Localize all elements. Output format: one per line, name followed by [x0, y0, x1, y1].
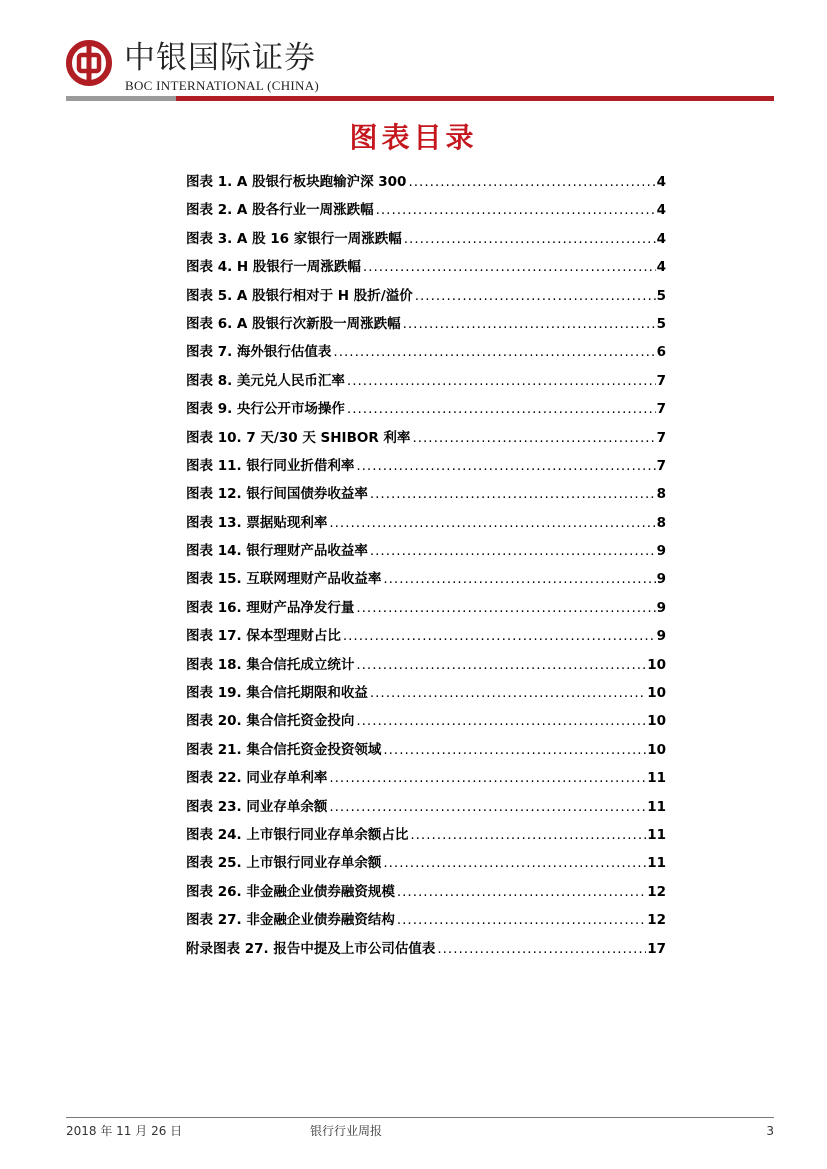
toc-leader-dots: [356, 651, 646, 679]
toc-leader-dots: [363, 253, 656, 281]
toc-entry-page: 6: [656, 344, 666, 361]
toc-entry-page: 11: [647, 798, 666, 815]
toc-entry[interactable]: [186, 793, 666, 821]
toc-entry-page: 9: [656, 599, 666, 616]
toc-entry[interactable]: [186, 622, 666, 650]
toc-entry-page: 5: [656, 287, 666, 304]
toc-entry[interactable]: [186, 679, 666, 707]
toc-entry-label: 图表 12. 银行间国债券收益率: [186, 486, 368, 503]
toc-leader-dots: [347, 367, 656, 395]
toc-entry[interactable]: [186, 282, 666, 310]
toc-leader-dots: [356, 594, 655, 622]
toc-entry-label: 图表 19. 集合信托期限和收益: [186, 685, 368, 702]
toc-entry[interactable]: [186, 736, 666, 764]
toc-entry-label: 图表 24. 上市银行同业存单余额占比: [186, 826, 409, 843]
toc-entry-label: 图表 9. 央行公开市场操作: [186, 401, 345, 418]
toc-leader-dots: [329, 793, 646, 821]
toc-entry[interactable]: [186, 452, 666, 480]
toc-entry-label: 图表 15. 互联网理财产品收益率: [186, 571, 382, 588]
toc-entry-label: 图表 20. 集合信托资金投向: [186, 713, 355, 730]
toc-entry-page: 12: [647, 883, 666, 900]
toc-leader-dots: [383, 849, 646, 877]
toc-leader-dots: [329, 509, 655, 537]
toc-entry-label: 图表 17. 保本型理财占比: [186, 628, 341, 645]
toc-entry[interactable]: [186, 565, 666, 593]
toc-entry-page: 9: [656, 628, 666, 645]
toc-entry-page: 4: [656, 230, 666, 247]
toc-entry-label: 图表 8. 美元兑人民币汇率: [186, 372, 345, 389]
toc-entry-page: 4: [656, 174, 666, 190]
toc-entry[interactable]: [186, 878, 666, 906]
toc-leader-dots: [329, 764, 646, 792]
toc-entry[interactable]: [186, 367, 666, 395]
toc-leader-dots: [410, 821, 646, 849]
toc-entry[interactable]: [186, 935, 666, 963]
toc-entry-label: 图表 2. A 股各行业一周涨跌幅: [186, 202, 374, 219]
toc-entry[interactable]: [186, 338, 666, 366]
toc-entry[interactable]: [186, 906, 666, 934]
toc-entry-page: 4: [656, 259, 666, 276]
toc-leader-dots: [397, 906, 646, 934]
toc-entry-label: 附录图表 27. 报告中提及上市公司估值表: [186, 940, 436, 957]
toc-entry-page: 4: [656, 202, 666, 219]
toc-leader-dots: [415, 282, 656, 310]
toc-entry-label: 图表 22. 同业存单利率: [186, 770, 328, 787]
toc-entry[interactable]: [186, 764, 666, 792]
toc-entry-label: 图表 11. 银行同业折借利率: [186, 457, 355, 474]
toc-leader-dots: [343, 622, 656, 650]
toc-entry-label: 图表 13. 票据贴现利率: [186, 514, 328, 531]
toc-entry-page: 5: [656, 315, 666, 332]
toc-leader-dots: [408, 168, 655, 196]
header-rule-gray: [66, 96, 176, 101]
header-rule-red: [176, 96, 774, 101]
toc-entry-page: 10: [647, 656, 666, 673]
toc-leader-dots: [383, 565, 655, 593]
toc-entry-label: 图表 7. 海外银行估值表: [186, 344, 332, 361]
toc-entry[interactable]: [186, 849, 666, 877]
toc-entry-page: 7: [656, 401, 666, 418]
footer-report-name: 银行行业周报: [310, 1124, 383, 1138]
toc-entry[interactable]: [186, 310, 666, 338]
toc-entry-label: 图表 4. H 股银行一周涨跌幅: [186, 259, 361, 276]
footer-page-number: 3: [766, 1124, 774, 1138]
brand-name-cn: 中银国际证券: [124, 40, 316, 76]
toc-entry-page: 10: [647, 685, 666, 702]
toc-entry-page: 11: [647, 826, 666, 843]
toc-entry-page: 17: [647, 940, 666, 957]
toc-entry-page: 10: [647, 741, 666, 758]
toc-entry[interactable]: [186, 225, 666, 253]
toc-leader-dots: [347, 395, 656, 423]
toc-entry[interactable]: [186, 395, 666, 423]
toc-entry-label: 图表 1. A 股银行板块跑输沪深 300: [186, 174, 407, 190]
toc-entry[interactable]: [186, 168, 666, 196]
toc-leader-dots: [370, 480, 656, 508]
toc-entry[interactable]: [186, 196, 666, 224]
page-header: [66, 38, 774, 102]
toc-entry-page: 9: [656, 543, 666, 560]
toc-entry-label: 图表 3. A 股 16 家银行一周涨跌幅: [186, 230, 402, 247]
toc-entry-page: 7: [656, 457, 666, 474]
toc-entry-page: 8: [656, 486, 666, 503]
toc-entry-page: 12: [647, 912, 666, 929]
toc-entry[interactable]: [186, 537, 666, 565]
toc-entry[interactable]: [186, 424, 666, 452]
toc-leader-dots: [370, 537, 656, 565]
toc-entry[interactable]: [186, 509, 666, 537]
toc-entry-label: 图表 14. 银行理财产品收益率: [186, 543, 368, 560]
toc-leader-dots: [356, 452, 655, 480]
toc-entry-page: 8: [656, 514, 666, 531]
toc-leader-dots: [404, 225, 656, 253]
toc-entry-page: 7: [656, 429, 666, 446]
toc-entry-label: 图表 26. 非金融企业债券融资规模: [186, 883, 395, 900]
footer-rule: [66, 1117, 774, 1118]
footer-date: 2018 年 11 月 26 日: [66, 1124, 183, 1138]
brand-name-en: BOC INTERNATIONAL (CHINA): [125, 78, 320, 93]
toc-entry-page: 7: [656, 372, 666, 389]
page-title: 图表目录: [349, 121, 478, 154]
toc-entry-label: 图表 5. A 股银行相对于 H 股折/溢价: [186, 287, 413, 304]
toc-leader-dots: [356, 707, 646, 735]
toc-entry-label: 图表 23. 同业存单余额: [186, 798, 328, 815]
toc-leader-dots: [403, 310, 656, 338]
toc-leader-dots: [437, 935, 646, 963]
toc-leader-dots: [383, 736, 646, 764]
toc-leader-dots: [397, 878, 646, 906]
toc-entry-label: 图表 25. 上市银行同业存单余额: [186, 855, 382, 872]
toc-entry[interactable]: [186, 594, 666, 622]
toc-entry-page: 11: [647, 770, 666, 787]
toc-entry-label: 图表 10. 7 天/30 天 SHIBOR 利率: [186, 429, 411, 446]
toc-entry-label: 图表 18. 集合信托成立统计: [186, 656, 355, 673]
toc-entry-label: 图表 6. A 股银行次新股一周涨跌幅: [186, 315, 401, 332]
boc-logo-icon: [66, 40, 112, 86]
toc-entry-page: 10: [647, 713, 666, 730]
toc-entry[interactable]: [186, 651, 666, 679]
toc-entry-label: 图表 21. 集合信托资金投资领域: [186, 741, 382, 758]
toc-leader-dots: [370, 679, 646, 707]
toc-entry[interactable]: [186, 480, 666, 508]
toc-entry[interactable]: [186, 821, 666, 849]
toc-leader-dots: [333, 338, 655, 366]
toc-entry[interactable]: [186, 253, 666, 281]
toc-entry-page: 9: [656, 571, 666, 588]
page-footer: [66, 1117, 774, 1147]
toc-entry-label: 图表 27. 非金融企业债券融资结构: [186, 912, 395, 929]
toc-leader-dots: [412, 424, 655, 452]
table-of-figures: [186, 168, 666, 963]
toc-entry[interactable]: [186, 707, 666, 735]
toc-leader-dots: [376, 196, 656, 224]
toc-entry-label: 图表 16. 理财产品净发行量: [186, 599, 355, 616]
toc-entry-page: 11: [647, 855, 666, 872]
